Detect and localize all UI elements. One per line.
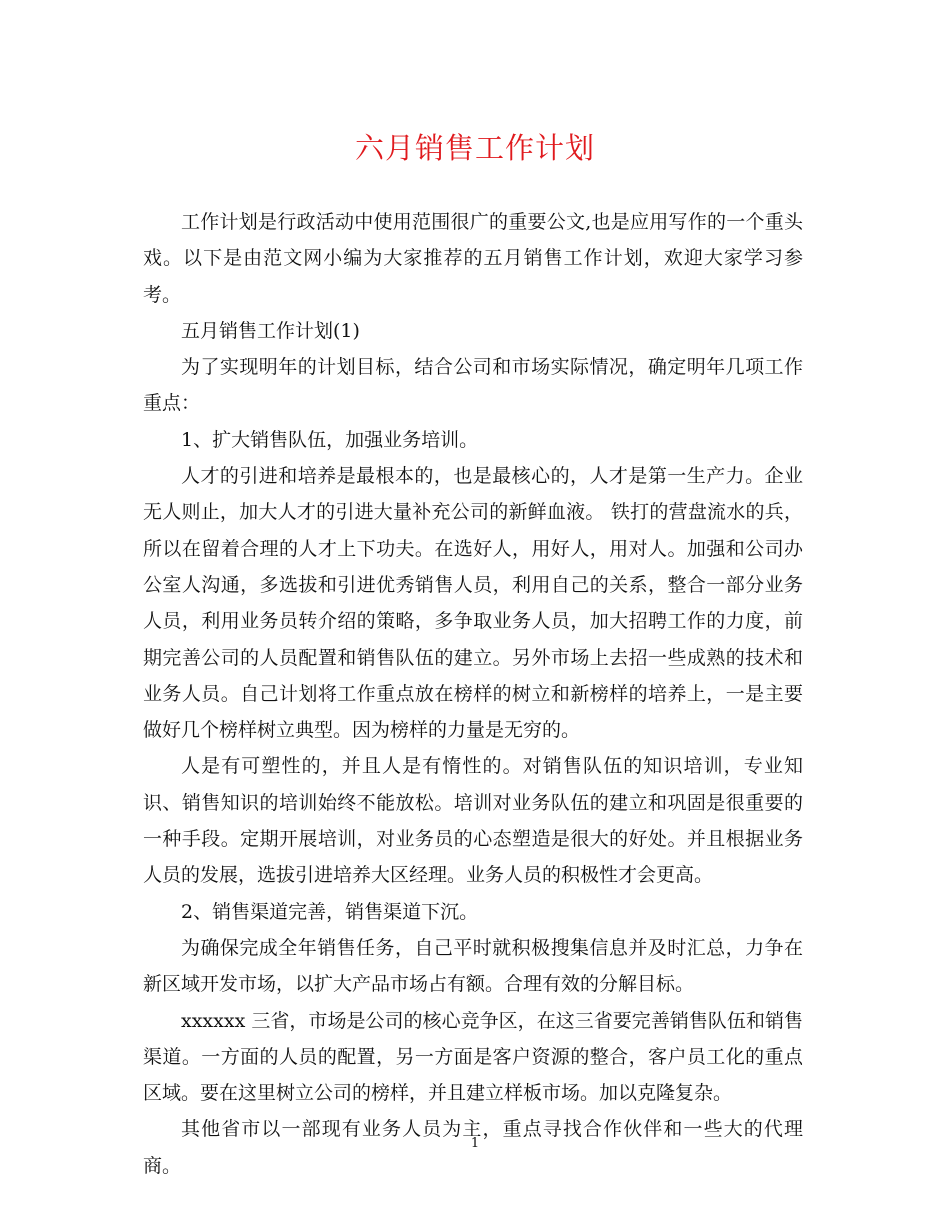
item-heading-1: 1、扩大销售队伍，加强业务培训。	[181, 428, 479, 451]
item-heading-2: 2、销售渠道完善，销售渠道下沉。	[181, 900, 479, 923]
body-paragraph: xxxxxx 三省，市场是公司的核心竞争区，在这三省要完善销售队伍和销售渠道。一方面的人员的配置，另一方面是客户资源的整合，客户员工化的重点区域。要在这里树立公司的榜样，并且建立样板市场。加以克隆复杂。	[143, 1009, 803, 1105]
intro-paragraph: 工作计划是行政活动中使用范围很广的重要公文,也是应用写作的一个重头戏。以下是由范文网小编为大家推荐的五月销售工作计划，欢迎大家学习参考。	[143, 211, 803, 306]
body-paragraph: 人才的引进和培养是最根本的，也是最核心的，人才是第一生产力。企业无人则止，加大人才的引进大量补充公司的新鲜血液。 铁打的营盘流水的兵，所以在留着合理的人才上下功夫。在选好人，用好人，用对人。加强和公司办公室人沟通，多选拔和引进优秀销售人员，利用自己的关系，整合一部分业务人员，利用业务员转介绍的策略，多争取业务人员，加大招聘工作的力度，前期完善公司的人员配置和销售队伍的建立。另外市场上去招一些成熟的技术和业务人员。自己计划将工作重点放在榜样的树立和新榜样的培养上，一是主要做好几个榜样树立典型。因为榜样的力量是无穷的。	[143, 465, 803, 742]
document-title: 六月销售工作计划	[354, 131, 595, 165]
body-paragraph: 为了实现明年的计划目标，结合公司和市场实际情况，确定明年几项工作重点：	[143, 356, 803, 415]
page-number: 1	[470, 1136, 480, 1151]
body-paragraph: 其他省市以一部现有业务人员为主，重点寻找合作伙伴和一些大的代理商。	[143, 1118, 803, 1177]
section-heading: 五月销售工作计划(1)	[181, 319, 360, 342]
body-paragraph: 为确保完成全年销售任务，自己平时就积极搜集信息并及时汇总，力争在新区域开发市场，以扩大产品市场占有额。合理有效的分解目标。	[143, 936, 803, 996]
body-paragraph: 人是有可塑性的，并且人是有惰性的。对销售队伍的知识培训，专业知识、销售知识的培训始终不能放松。培训对业务队伍的建立和巩固是很重要的一种手段。定期开展培训，对业务员的心态塑造是很大的好处。并且根据业务人员的发展，选拔引进培养大区经理。业务人员的积极性才会更高。	[143, 755, 803, 887]
document-body	[143, 204, 803, 1184]
